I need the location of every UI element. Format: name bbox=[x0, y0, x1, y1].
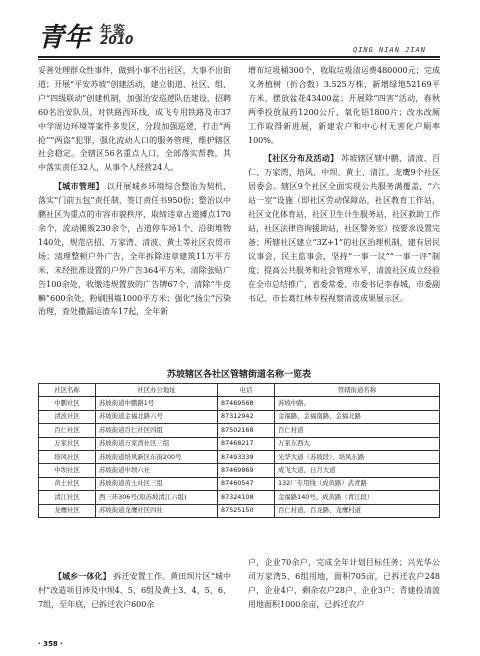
svg-text:青年: 青年 bbox=[38, 23, 91, 52]
table-row bbox=[39, 464, 440, 477]
table-cell: 百仁社区 bbox=[39, 424, 96, 437]
table-cell: 培风社区 bbox=[39, 450, 96, 463]
table-cell: 87312942 bbox=[218, 410, 275, 423]
table-cell: 苏坡街道培风新区东街200号 bbox=[96, 450, 218, 463]
left-column bbox=[38, 64, 231, 319]
table-cell: 苏坡中路、 bbox=[275, 397, 440, 410]
table-cell: 黄土社区 bbox=[39, 477, 96, 490]
table-cell: 87493339 bbox=[218, 450, 275, 463]
section-keyword: 【城市管理】 bbox=[54, 182, 104, 192]
paragraph: 妥善处理群众性事件，做到小事不出社区，大事不出街道；开展“平安苏坡”创建活动，建立街道、社区、组、户“四级联动”创建机制，加强治安巡逻队伍建设，招聘60名治安队员，对铁路西环线，成飞专用铁路及市37中学周边环境等案件多发区，分段加强巡逻，打击“两抢”“两盗”犯罪，强化流动人口的服务管理，维护辖区社会稳定。全辖区56名重点人口，全部落实帮教，其中落实责任32人，从事个人经营24人。 bbox=[38, 66, 231, 173]
community-table bbox=[38, 383, 440, 518]
right-column bbox=[248, 64, 440, 305]
table-cell: 苏坡街道中坝六社 bbox=[96, 464, 218, 477]
page-number: · 358 · bbox=[38, 640, 63, 648]
table-cell: 中鹏社区 bbox=[39, 397, 96, 410]
paragraph: 户，企业70余户，完成全年计划目标任务；兴光华公司万家湾5、6组用地，面积705亩，已拆迁农户248户，企业4户，剩余农户28户、企业3户；青建投清波用地面积1000余亩，已拆迁农户 bbox=[248, 558, 440, 609]
yearbook-year: 2010 bbox=[100, 33, 134, 47]
table-row bbox=[39, 504, 440, 517]
table-cell: 万家社区 bbox=[39, 437, 96, 450]
table-cell: 成飞大道、日月大道 bbox=[275, 464, 440, 477]
table-cell: 金福路、金福南路、金福北路 bbox=[275, 410, 440, 423]
table-cell: 苏坡街道金福北路六号 bbox=[96, 410, 218, 423]
table-cell: 清江社区 bbox=[39, 491, 96, 504]
right-column-bottom bbox=[248, 556, 440, 612]
paragraph-text: 苏坡辖区辖中鹏、清波、百仁、万家湾、培风、中坝、黄土、清江、龙鹰9个社区居委会。辖区9个社区全面实现公共服务满覆盖，“六站一室”设施（即社区劳动保障站，社区教育工作站，社区文化体育站，社区卫生计生服务站，社区救助工作站，社区法律咨询援助站，社区警务室）按要求设置完备；所辖社区建立“3Z+1”的社区治理机制，建有居民议事会，民主监事会，坚持“一事一议”“一事一评”制度；提高公共服务和社会管理水平，清波社区成立经验在全市总结推广，省委常委、市委书记李春城，市委副书记、市长葛红林专程视察清波成果展示区。 bbox=[248, 154, 441, 303]
table-cell: 苏坡街道百仁社区四组 bbox=[96, 424, 218, 437]
table-cell: 苏坡街道万家湾社区三组 bbox=[96, 437, 218, 450]
table-title: 苏坡辖区各社区管辖街道名称一览表 bbox=[166, 370, 311, 380]
table-header-cell: 管辖街道名称 bbox=[275, 384, 440, 397]
table-row bbox=[39, 424, 440, 437]
table-cell: 中坝社区 bbox=[39, 464, 96, 477]
table-row bbox=[39, 450, 440, 463]
table-cell: 87469568 bbox=[218, 397, 275, 410]
table-row bbox=[39, 410, 440, 423]
table-header-cell: 社区名称 bbox=[39, 384, 96, 397]
section-keyword: 【城乡一体化】 bbox=[54, 572, 111, 581]
table-row bbox=[39, 491, 440, 504]
table-cell: 金福路140号、成黄路（青江段） bbox=[275, 491, 440, 504]
urban-rural-paragraph bbox=[38, 570, 231, 612]
table-header-row bbox=[39, 384, 440, 397]
paragraph-text: 以开展城乡环境综合整治为契机，落实“门前五包”责任制，签订责任书950份；整治以中鹏社区为重点的市容市貌秩序，取缔违章占道摊点170余个，流动摊贩230余个，占道停车场1个、沿街堆物140处，规范店招、万家湾、清波、黄土等社区农贸市场；清理整顿户外广告，全年拆除违章建筑11万平方米，未经批准设置的户外广告364平方米，清除张贴广告100余处，收缴违规置放的广告牌67个，清除“牛皮癣”600余处，粉刷围墙1000平方米；强化“扬尘”污染治理，查处撒漏运渣车17起，全年新 bbox=[38, 182, 232, 317]
header-rule-thin bbox=[38, 59, 440, 60]
table-cell: 87468217 bbox=[218, 437, 275, 450]
table-header-cell: 社区办公地址 bbox=[96, 384, 218, 397]
header-pinyin: QING NIAN JIAN bbox=[352, 46, 426, 54]
section-keyword: 【社区分布及活动】 bbox=[264, 154, 339, 164]
table-cell: 87324108 bbox=[218, 491, 275, 504]
table-cell: 87502168 bbox=[218, 424, 275, 437]
table-cell: 西三环306号(原苏坡清江六组) bbox=[96, 491, 218, 504]
table-cell: 万家东西大 bbox=[275, 437, 440, 450]
paragraph-text: 拆迁安置工作。黄田坝片区“城中村”改造项目涉及中坝4、5、6组及黄土3、4、5、6、7组，至年底，已拆迁农户600余 bbox=[38, 572, 231, 609]
table-cell: 百仁村道 bbox=[275, 424, 440, 437]
city-management-paragraph bbox=[38, 180, 231, 319]
paragraph: 增布垃圾桶300个，收取垃圾清运费480000元；完成义务植树（折合数）3.525万株，新增绿地52169平方米，摆放盆花43400盆；开展除“四害”活动，春秋两季投放鼠药1200公斤、氧化铝1800片；改水改厕工作取得新进展，新建农户和中心村无害化户厕率100%。 bbox=[248, 66, 440, 145]
table-row bbox=[39, 437, 440, 450]
yearbook-label: 年鉴 bbox=[100, 23, 127, 37]
table-cell: 87460547 bbox=[218, 477, 275, 490]
community-paragraph bbox=[248, 152, 440, 305]
table-header-cell: 电话 bbox=[218, 384, 275, 397]
table-cell: 龙鹰社区 bbox=[39, 504, 96, 517]
table-cell: 132厂专用线（成黄路）武青路 bbox=[275, 477, 440, 490]
table-row bbox=[39, 397, 440, 410]
table-cell: 苏坡街道中鹏路1号 bbox=[96, 397, 218, 410]
table-row bbox=[39, 477, 440, 490]
left-column-bottom bbox=[38, 570, 231, 612]
table-cell: 光华大道（苏坡段）、培风东路 bbox=[275, 450, 440, 463]
header-rule bbox=[38, 56, 440, 58]
table-cell: 苏坡街道龙鹰社区四社 bbox=[96, 504, 218, 517]
table-cell: 清波社区 bbox=[39, 410, 96, 423]
table-cell: 87469869 bbox=[218, 464, 275, 477]
table-cell: 87525150 bbox=[218, 504, 275, 517]
table-cell: 百仁村道、百龙路、龙鹰村道 bbox=[275, 504, 440, 517]
table-cell: 苏坡街道黄土社区三组 bbox=[96, 477, 218, 490]
